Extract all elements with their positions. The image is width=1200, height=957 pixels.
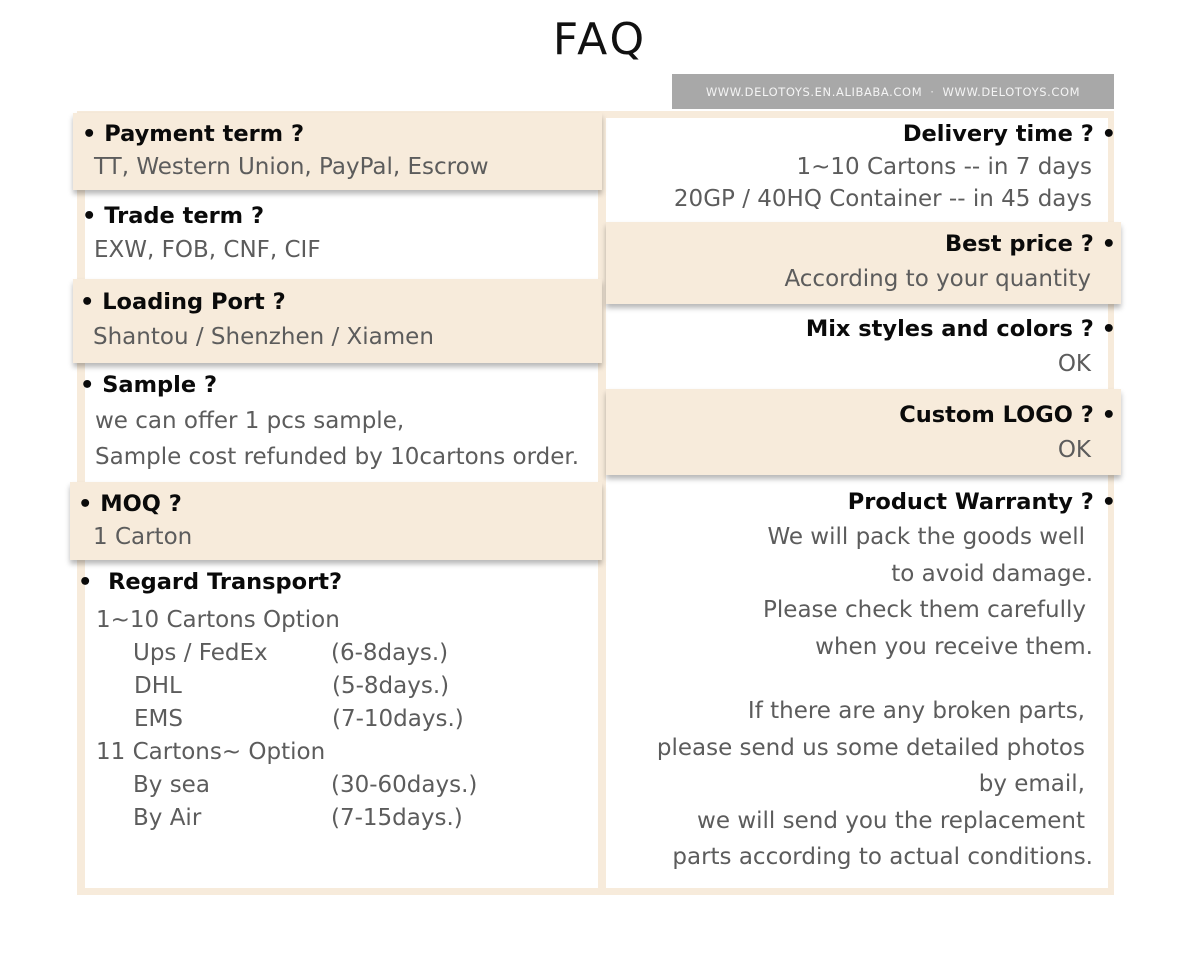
transport-row: DHL (5-8days.)	[134, 673, 450, 699]
bullet-icon: •	[78, 569, 109, 595]
url-separator: ·	[930, 84, 935, 99]
faq-answer: EXW, FOB, CNF, CIF	[94, 237, 321, 263]
transport-row: Ups / FedEx (6-8days.)	[133, 640, 449, 666]
transport-row: By Air (7-15days.)	[133, 805, 463, 831]
bullet-icon: •	[1093, 121, 1116, 147]
transport-row: By sea (30-60days.)	[133, 772, 478, 798]
faq-answer-line: Sample cost refunded by 10cartons order.	[95, 444, 580, 470]
faq-mix-styles	[606, 314, 1116, 381]
warranty-line: please send us some detailed photos	[656, 734, 1085, 761]
warranty-line: If there are any broken parts,	[747, 698, 1085, 724]
bullet-icon: •	[1093, 489, 1116, 515]
faq-loading-port	[80, 287, 434, 354]
warranty-line: by email,	[978, 771, 1085, 797]
website-url[interactable]: WWW.DELOTOYS.COM	[942, 84, 1081, 99]
faq-question: • MOQ ?	[78, 491, 182, 517]
faq-answer: TT, Western Union, PayPal, Escrow	[94, 154, 489, 180]
bullet-icon: •	[1093, 402, 1116, 428]
transport-row: EMS (7-10days.)	[134, 706, 464, 732]
faq-answer: According to your quantity	[784, 266, 1091, 292]
bullet-icon: •	[1093, 316, 1116, 342]
website-banner	[672, 74, 1114, 109]
bullet-icon: •	[82, 203, 105, 229]
faq-answer-line: we can offer 1 pcs sample,	[95, 408, 405, 434]
transport-option-1: 1~10 Cartons Option	[96, 607, 340, 633]
transport-option-2: 11 Cartons~ Option	[96, 739, 326, 765]
faq-product-warranty	[606, 487, 1116, 876]
faq-answer: OK	[1057, 437, 1091, 463]
faq-custom-logo	[606, 400, 1116, 467]
faq-question: • Trade term ?	[82, 203, 265, 229]
faq-transport	[78, 567, 477, 835]
faq-question: Delivery time ? •	[902, 121, 1116, 147]
warranty-line: when you receive them.	[815, 633, 1093, 660]
warranty-line: parts according to actual conditions.	[672, 844, 1093, 870]
faq-sample	[80, 370, 579, 475]
bullet-icon: •	[80, 372, 103, 398]
faq-question: Product Warranty ? •	[847, 489, 1116, 515]
warranty-line: We will pack the goods well	[767, 524, 1085, 550]
page-title: FAQ	[552, 14, 648, 65]
faq-answer: 1 Carton	[93, 524, 193, 550]
faq-question: Best price ? •	[944, 231, 1116, 257]
faq-delivery-time	[606, 119, 1116, 215]
warranty-line: Please check them carefully	[763, 597, 1086, 623]
bullet-icon: •	[1093, 231, 1116, 257]
warranty-line: we will send you the replacement	[697, 807, 1085, 834]
faq-question: • Payment term ?	[82, 121, 305, 147]
faq-question: Mix styles and colors ? •	[805, 316, 1116, 342]
warranty-line: to avoid damage.	[891, 560, 1093, 587]
bullet-icon: •	[82, 121, 105, 147]
faq-payment-term	[82, 119, 489, 184]
faq-answer: OK	[1057, 351, 1091, 377]
bullet-icon: •	[80, 289, 103, 315]
faq-best-price	[606, 229, 1116, 296]
faq-answer: Shantou / Shenzhen / Xiamen	[93, 324, 434, 350]
faq-answer-line: 1~10 Cartons -- in 7 days	[796, 154, 1092, 180]
faq-question: • Sample ?	[80, 372, 218, 398]
faq-answer-line: 20GP / 40HQ Container -- in 45 days	[673, 186, 1092, 212]
alibaba-url[interactable]: WWW.DELOTOYS.EN.ALIBABA.COM	[705, 84, 923, 99]
faq-question: Custom LOGO ? •	[899, 402, 1116, 428]
faq-question: • Regard Transport?	[78, 569, 343, 595]
faq-trade-term	[82, 201, 321, 267]
faq-moq	[78, 489, 192, 554]
bullet-icon: •	[78, 491, 101, 517]
faq-question: • Loading Port ?	[80, 289, 286, 315]
